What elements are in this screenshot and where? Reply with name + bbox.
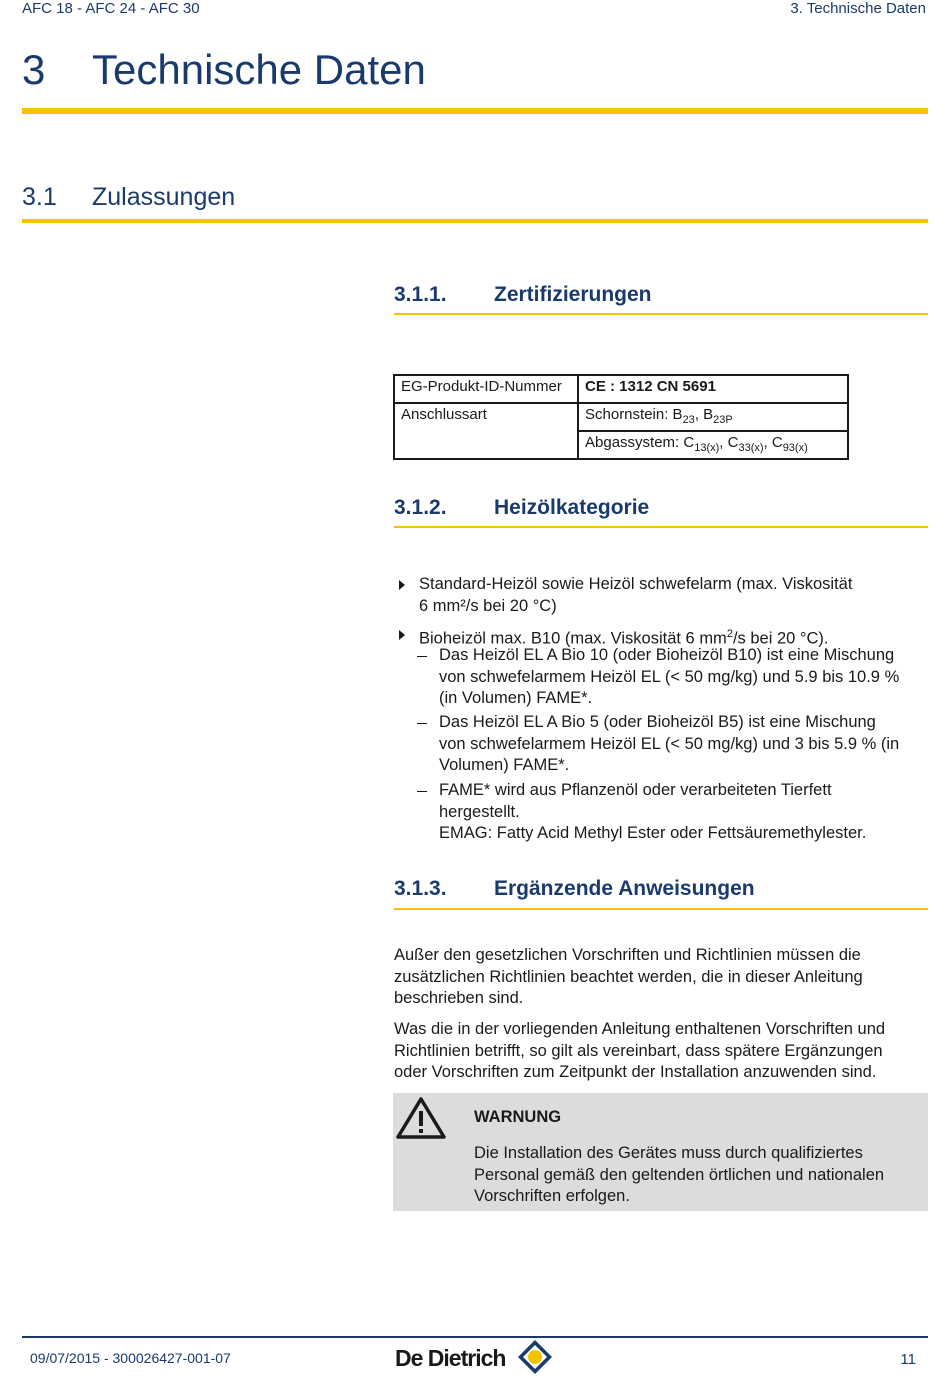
- cert-value-product-id: CE : 1312 CN 5691: [578, 375, 848, 403]
- sub2-number: 3.1.2.: [394, 496, 447, 519]
- sub1-title: Zertifizierungen: [494, 283, 652, 306]
- dash-marker: [417, 656, 427, 657]
- dash-marker: [417, 723, 427, 724]
- paragraph-2: Was die in der vorliegenden Anleitung enthaltenen Vorschriften und Richtlinien betrifft, so gilt als vereinbart, dass spätere Ergänzungen oder Vorschriften zum Zeitpunkt der Installation anzuwenden sind.: [394, 1020, 886, 1081]
- sub2-title: Heizölkategorie: [494, 496, 650, 519]
- cert-label-connection: Anschlussart: [394, 403, 578, 459]
- footer-logo-text: De Dietrich: [395, 1345, 506, 1371]
- warning-text: Die Installation des Gerätes muss durch qualifiziertes Personal gemäß den geltenden örtlichen und nationalen Vorschriften erfolgen.: [474, 1144, 885, 1205]
- chapter-number: 3: [22, 46, 46, 93]
- bullet-arrow-icon: [399, 630, 405, 640]
- sub2-rule: [394, 526, 928, 528]
- section-rule: [22, 219, 928, 223]
- cert-value-flue: Abgassystem: $C_{13(x)}$, $C_{33(x)}$, $C_{93(x)}$: [578, 431, 848, 459]
- chapter-title: Technische Daten: [92, 46, 426, 93]
- oil-dash-1: Das Heizöl EL A Bio 10 (oder Bioheizöl B10) ist eine Mischung von schwefelarmem Heizöl EL (< 50 mg/kg) und 5.9 bis 10.9 % (in Volumen) FAME*.: [439, 646, 900, 707]
- certification-table: [393, 374, 849, 460]
- oil-dash-3: FAME* wird aus Pflanzenöl oder verarbeiteten Tierfett hergestellt. EMAG: Fatty Acid Methyl Ester oder Fettsäuremethylester.: [439, 781, 867, 842]
- sub1-rule: [394, 313, 928, 315]
- chapter-rule: [22, 108, 928, 114]
- sub3-title: Ergänzende Anweisungen: [494, 877, 755, 900]
- warning-triangle-icon: [395, 1096, 447, 1140]
- footer-doc-ref: 09/07/2015 - 300026427-001-07: [30, 1350, 231, 1366]
- bullet-arrow-icon: [399, 580, 405, 590]
- oil-dash-2: Das Heizöl EL A Bio 5 (oder Bioheizöl B5) ist eine Mischung von schwefelarmem Heizöl EL (< 50 mg/kg) und 3 bis 5.9 % (in Volumen) FAME*.: [439, 713, 900, 774]
- running-header-right: 3. Technische Daten: [790, 0, 926, 17]
- sub1-number: 3.1.1.: [394, 283, 447, 306]
- oil-bullet-1: Standard-Heizöl sowie Heizöl schwefelarm (max. Viskosität 6 mm²/s bei 20 °C): [419, 575, 853, 615]
- running-header-left: AFC 18 - AFC 24 - AFC 30: [22, 0, 200, 17]
- cert-label-product-id: EG-Produkt-ID-Nummer: [394, 375, 578, 403]
- warning-title: WARNUNG: [474, 1108, 562, 1126]
- sub3-number: 3.1.3.: [394, 877, 447, 900]
- section-title: Zulassungen: [92, 183, 236, 211]
- dash-marker: [417, 791, 427, 792]
- cert-value-chimney: Schornstein: $B_{23}$, $B_{23P}$: [578, 403, 848, 431]
- paragraph-1: Außer den gesetzlichen Vorschriften und Richtlinien müssen die zusätzlichen Richtlinien beachtet werden, die in dieser Anleitung beschrieben sind.: [394, 946, 863, 1007]
- de-dietrich-logo-icon: [517, 1339, 553, 1375]
- sub3-rule: [394, 908, 928, 910]
- footer-rule: [22, 1336, 928, 1338]
- page-number: 11: [900, 1351, 916, 1368]
- section-number: 3.1: [22, 183, 57, 211]
- oil-bullet-2: Bioheizöl max. B10 (max. Viskosität 6 $mm^2/s$ bei 20 °C).: [419, 628, 829, 648]
